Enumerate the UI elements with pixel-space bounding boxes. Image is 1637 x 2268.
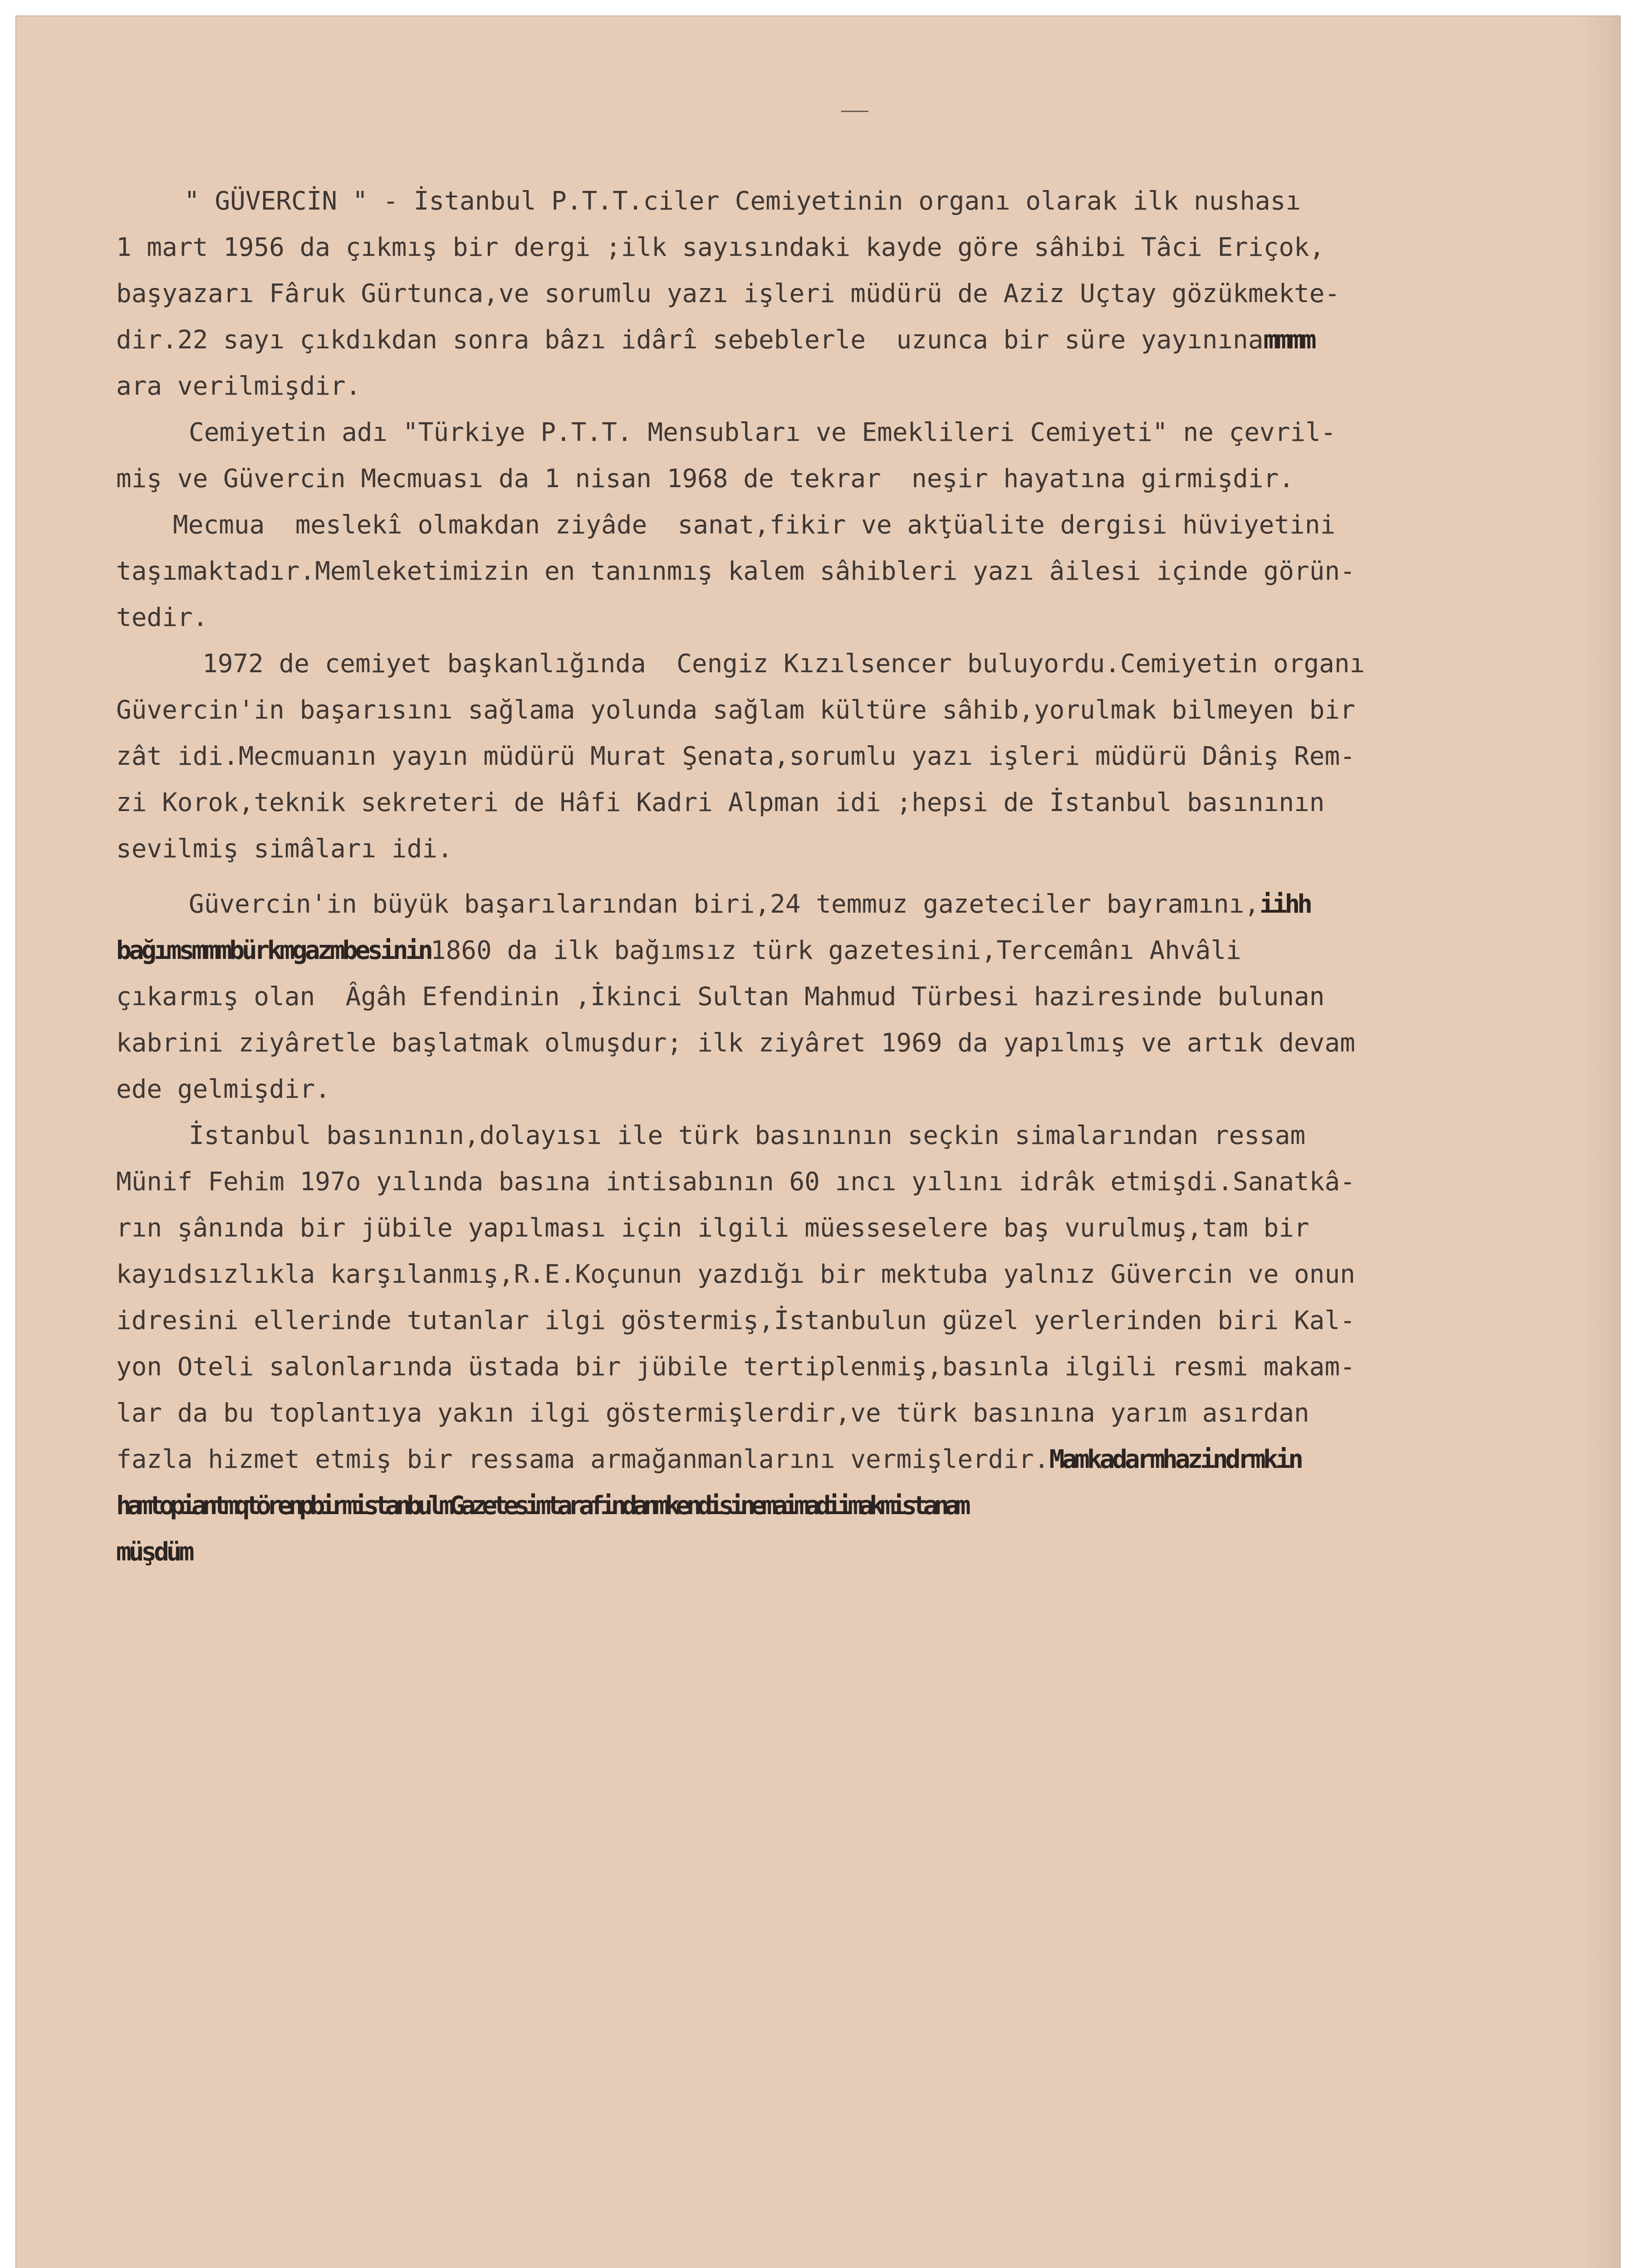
text-segment: dir.22 sayı çıkdıkdan sonra bâzı idârî sebeblerle uzunca bir süre yayınına	[116, 325, 1264, 355]
text-line: tedir.	[116, 603, 208, 632]
text-line: Mecmua meslekî olmakdan ziyâde sanat,fikir ve akţüalite dergisi hüviyetini	[173, 510, 1336, 540]
text-line: idresini ellerinde tutanlar ilgi göstermiş,İstanbulun güzel yerlerinden biri Kal-	[116, 1306, 1355, 1335]
text-line: kayıdsızlıkla karşılanmış,R.E.Koçunun yazdığı bir mektuba yalnız Güvercin ve onun	[116, 1260, 1355, 1289]
text-line: sevilmiş simâları idi.	[116, 834, 453, 864]
text-line: Cemiyetin adı "Türkiye P.T.T. Mensubları ve Emeklileri Cemiyeti" ne çevril-	[189, 418, 1336, 447]
text-line	[116, 325, 1314, 355]
struck-text: Mamkadarmhazindrmkin	[1049, 1445, 1301, 1474]
text-line	[116, 1445, 1301, 1475]
text-line: " GÜVERCİN " - İstanbul P.T.T.ciler Cemiyetinin organı olarak ilk nushası	[184, 186, 1301, 216]
text-line: başyazarı Fâruk Gürtunca,ve sorumlu yazı işleri müdürü de Aziz Uçtay gözükmekte-	[116, 279, 1340, 308]
text-line: İstanbul basınının,dolayısı ile türk basınının seçkin simalarından ressam	[189, 1121, 1306, 1150]
text-line: rın şânında bir jübile yapılması için ilgili müesseselere baş vurulmuş,tam bir	[116, 1213, 1309, 1243]
text-segment: Güvercin'in büyük başarılarından biri,24 temmuz gazeteciler bayramını,	[189, 890, 1260, 919]
text-line: taşımaktadır.Memleketimizin en tanınmış kalem sâhibleri yazı âilesi içinde görün-	[116, 557, 1355, 586]
struck-text: mmmm	[1263, 325, 1314, 355]
text-line: ara verilmişdir.	[116, 371, 361, 401]
page-edge-shade	[1579, 16, 1620, 2268]
text-line: Münif Fehim 197o yılında basına intisabının 60 ıncı yılını idrâk etmişdi.Sanatkâ-	[116, 1167, 1355, 1197]
struck-text: hamtopiantmqtörenpbirmistanbulmGazetesimtarafindanmkendisinemaimadiimakmistanam	[116, 1491, 966, 1520]
text-line: 1972 de cemiyet başkanlığında Cengiz Kızılsencer buluyordu.Cemiyetin organı	[202, 649, 1365, 679]
text-line: çıkarmış olan Âgâh Efendinin ,İkinci Sultan Mahmud Türbesi haziresinde bulunan	[116, 982, 1325, 1012]
text-line: Güvercin'in başarısını sağlama yolunda sağlam kültüre sâhib,yorulmak bilmeyen bir	[116, 695, 1355, 725]
text-line	[116, 936, 1241, 966]
text-line	[116, 1537, 191, 1567]
text-line: 1 mart 1956 da çıkmış bir dergi ;ilk sayısındaki kayde göre sâhibi Tâci Eriçok,	[116, 233, 1325, 262]
text-line	[116, 890, 1310, 919]
text-line: yon Oteli salonlarında üstada bir jübile tertiplenmiş,basınla ilgili resmi makam-	[116, 1352, 1355, 1382]
text-line: kabrini ziyâretle başlatmak olmuşdur; ilk ziyâret 1969 da yapılmış ve artık devam	[116, 1028, 1355, 1058]
text-line	[116, 1491, 966, 1521]
paper-sheet	[15, 15, 1621, 2268]
page-mark	[841, 111, 868, 112]
text-segment: fazla hizmet etmiş bir ressama armağanmanlarını vermişlerdir.	[116, 1445, 1049, 1474]
text-line: miş ve Güvercin Mecmuası da 1 nisan 1968 de tekrar neşir hayatına girmişdir.	[116, 464, 1294, 494]
text-line: lar da bu toplantıya yakın ilgi göstermişlerdir,ve türk basınına yarım asırdan	[116, 1398, 1309, 1428]
text-line: ede gelmişdir.	[116, 1075, 331, 1104]
struck-text: müşdüm	[116, 1537, 192, 1567]
struck-text: iihh	[1260, 890, 1310, 919]
text-line: zi Korok,teknik sekreteri de Hâfi Kadri Alpman idi ;hepsi de İstanbul basınının	[116, 788, 1325, 817]
text-line: zât idi.Mecmuanın yayın müdürü Murat Şenata,sorumlu yazı işleri müdürü Dâniş Rem-	[116, 742, 1355, 771]
struck-text: bağımsmmmbürkmgazmbesinin	[116, 936, 431, 965]
text-segment: 1860 da ilk bağımsız türk gazetesini,Tercemânı Ahvâli	[430, 936, 1241, 965]
